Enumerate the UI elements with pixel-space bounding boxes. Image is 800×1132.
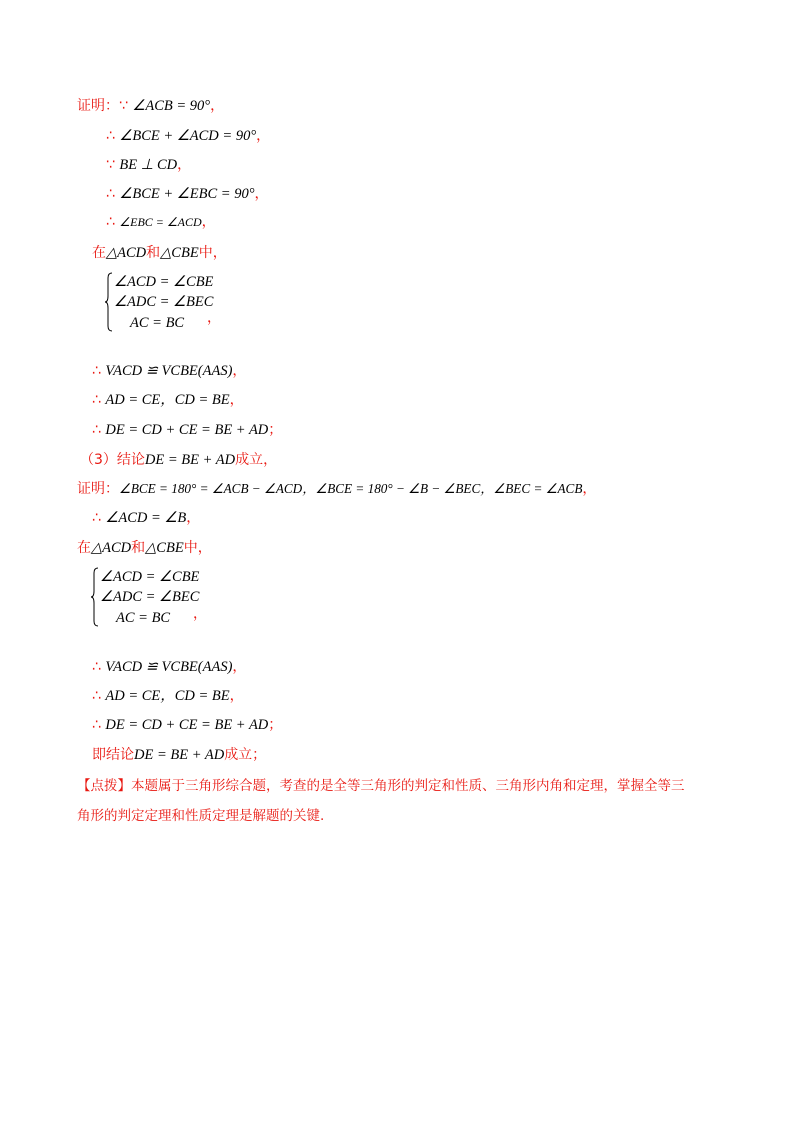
math-expression: ∠ACB = 90° <box>132 98 211 114</box>
proof-line <box>80 450 277 470</box>
math-expression: ∠BCE + ∠EBC = 90° <box>119 186 255 202</box>
holds-label: 成立； <box>224 747 267 763</box>
left-brace-icon <box>90 567 100 627</box>
math-expression: AD = CE，CD = BE <box>105 688 230 704</box>
math-expression: AD = CE，CD = BE <box>105 392 230 408</box>
punctuation: ， <box>232 363 247 379</box>
left-brace-icon <box>104 272 114 332</box>
equation-row: ∠ACD = ∠CBE <box>114 274 214 290</box>
proof-line <box>92 745 266 765</box>
because-symbol: ∵ <box>106 157 120 173</box>
therefore-symbol: ∴ <box>106 128 120 144</box>
therefore-symbol: ∴ <box>92 510 106 526</box>
therefore-symbol: ∴ <box>92 422 106 438</box>
proof-line <box>77 479 596 499</box>
proof-line <box>92 361 246 381</box>
punctuation: ， <box>193 606 207 622</box>
math-expression: ∠EBC = ∠ACD <box>119 215 202 229</box>
proof-line <box>92 508 200 528</box>
equation-system <box>104 272 224 334</box>
triangle-acd: △ACD <box>91 540 132 556</box>
equation-system <box>90 567 210 629</box>
triangle-cbe: △CBE <box>160 245 199 261</box>
therefore-symbol: ∴ <box>92 659 106 675</box>
math-expression: DE = BE + AD <box>144 452 236 468</box>
math-expression: ∠BCE = 180° = ∠ACB − ∠ACD，∠BCE = 180° − ∠B − ∠BEC，∠BEC = ∠ACB <box>119 481 583 496</box>
math-expression: DE = CD + CE = BE + AD <box>105 717 269 733</box>
proof-line <box>106 212 216 232</box>
math-expression: ∠BCE + ∠ACD = 90° <box>119 128 257 144</box>
punctuation: ， <box>232 659 247 675</box>
proof-line <box>106 155 191 175</box>
proof-line <box>77 96 224 116</box>
proof-line <box>92 243 227 263</box>
therefore-symbol: ∴ <box>92 717 106 733</box>
triangle-acd: △ACD <box>106 245 147 261</box>
triangle-cbe: △CBE <box>145 540 184 556</box>
equation-row: ∠ADC = ∠BEC <box>100 589 200 605</box>
math-expression: VACD ≌ VCBE(AAS) <box>105 363 233 379</box>
hint-note-line: 【点拨】本题属于三角形综合题，考查的是全等三角形的判定和性质、三角形内角和定理，掌握全等三 <box>77 778 685 794</box>
in-label: 在 <box>77 540 91 556</box>
proof-label: 证明： <box>77 481 119 497</box>
punctuation: ， <box>210 98 225 114</box>
math-expression: DE = BE + AD <box>134 747 225 763</box>
proof-line <box>106 184 269 204</box>
therefore-symbol: ∴ <box>106 214 120 230</box>
proof-line <box>92 390 244 410</box>
proof-line <box>92 420 282 440</box>
and-label: 和 <box>146 245 161 261</box>
hint-note-line: 角形的判定定理和性质定理是解题的关键. <box>77 808 325 824</box>
punctuation: ， <box>229 688 244 704</box>
conclusion-label: （3）结论 <box>80 452 145 468</box>
equation-row: AC = BC <box>130 315 185 331</box>
punctuation: ， <box>229 392 244 408</box>
punctuation: ， <box>177 157 192 173</box>
math-expression: BE ⊥ CD <box>119 157 178 173</box>
proof-line <box>92 715 282 735</box>
in-label: 在 <box>92 245 106 261</box>
punctuation: ； <box>268 422 283 438</box>
math-expression: ∠ACD = ∠B <box>105 510 187 526</box>
punctuation: ， <box>207 310 221 326</box>
proof-line <box>77 538 212 558</box>
equation-row: ∠ACD = ∠CBE <box>100 569 200 585</box>
punctuation: ， <box>186 510 201 526</box>
therefore-symbol: ∴ <box>92 392 106 408</box>
math-expression: DE = CD + CE = BE + AD <box>105 422 269 438</box>
therefore-symbol: ∴ <box>92 688 106 704</box>
proof-line <box>92 657 246 677</box>
and-label: 和 <box>131 540 146 556</box>
punctuation: ； <box>268 717 283 733</box>
middle-label: 中， <box>183 540 212 556</box>
proof-label: 证明：∵ <box>77 98 133 114</box>
proof-line <box>106 126 270 146</box>
therefore-symbol: ∴ <box>92 363 106 379</box>
punctuation: ， <box>254 186 269 202</box>
therefore-symbol: ∴ <box>106 186 120 202</box>
middle-label: 中， <box>198 245 227 261</box>
conclusion-label: 即结论 <box>92 747 134 763</box>
proof-line <box>92 686 244 706</box>
punctuation: ， <box>256 128 271 144</box>
math-expression: VACD ≌ VCBE(AAS) <box>105 659 233 675</box>
punctuation: ， <box>582 481 597 497</box>
holds-label: 成立， <box>235 452 278 468</box>
punctuation: ， <box>201 214 216 230</box>
equation-row: AC = BC <box>116 610 171 626</box>
equation-row: ∠ADC = ∠BEC <box>114 294 214 310</box>
